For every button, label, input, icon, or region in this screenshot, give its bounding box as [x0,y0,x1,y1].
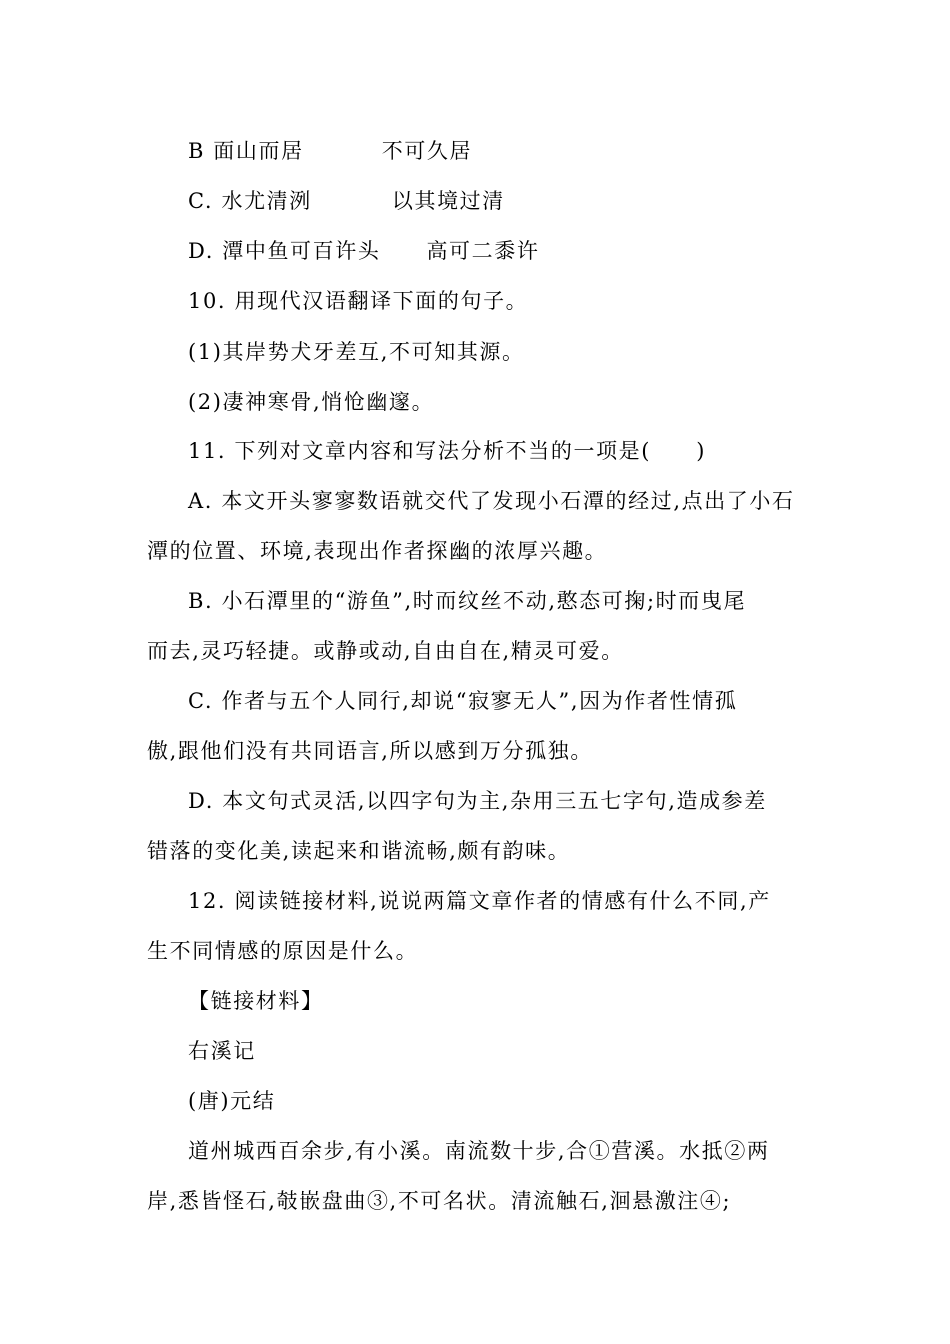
question-11-option-c-line-1: C. 作者与五个人同行,却说“寂寥无人”,因为作者性情孤 [188,689,738,713]
question-12-line-2: 生不同情感的原因是什么。 [147,939,419,963]
link-material-title: 右溪记 [188,1039,256,1063]
question-10-item-2: (2)凄神寒骨,悄怆幽邃。 [188,390,435,414]
question-11-option-b-line-2: 而去,灵巧轻捷。或静或动,自由自在,精灵可爱。 [147,639,624,663]
option-c-right: 以其境过清 [391,189,505,213]
question-10: 10. 用现代汉语翻译下面的句子。 [188,289,529,313]
question-11-option-a-line-1: A. 本文开头寥寥数语就交代了发现小石潭的经过,点出了小石 [188,489,795,513]
question-12-line-1: 12. 阅读链接材料,说说两篇文章作者的情感有什么不同,产 [188,889,771,913]
question-11-option-a-line-2: 潭的位置、环境,表现出作者探幽的浓厚兴趣。 [147,539,608,563]
question-11-option-d-line-1: D. 本文句式灵活,以四字句为主,杂用三五七字句,造成参差 [188,789,767,813]
option-d-left: D. 潭中鱼可百许头 [188,239,381,263]
option-c-left: C. 水尤清洌 [188,189,312,213]
question-10-item-1: (1)其岸势犬牙差互,不可知其源。 [188,340,525,364]
question-11-option-b-line-1: B. 小石潭里的“游鱼”,时而纹丝不动,憨态可掬;时而曳尾 [188,589,747,613]
option-b-right: 不可久居 [381,139,473,163]
question-11-option-c-line-2: 傲,跟他们没有共同语言,所以感到万分孤独。 [147,739,593,763]
link-material-author: (唐)元结 [188,1089,276,1113]
option-c-line [188,187,505,215]
option-b-line [188,137,472,165]
question-11-option-d-line-2: 错落的变化美,读起来和谐流畅,颇有韵味。 [147,839,571,863]
link-material-text-line-2: 岸,悉皆怪石,攲嵌盘曲③,不可名状。清流触石,洄悬激注④; [147,1189,732,1213]
link-material-heading: 【链接材料】 [188,989,324,1013]
option-d-right: 高可二黍许 [426,239,540,263]
option-d-line [188,237,539,265]
link-material-text-line-1: 道州城西百余步,有小溪。南流数十步,合①营溪。水抵②两 [188,1139,770,1163]
question-11: 11. 下列对文章内容和写法分析不当的一项是( ) [188,439,707,463]
option-b-left: B 面山而居 [188,139,304,163]
